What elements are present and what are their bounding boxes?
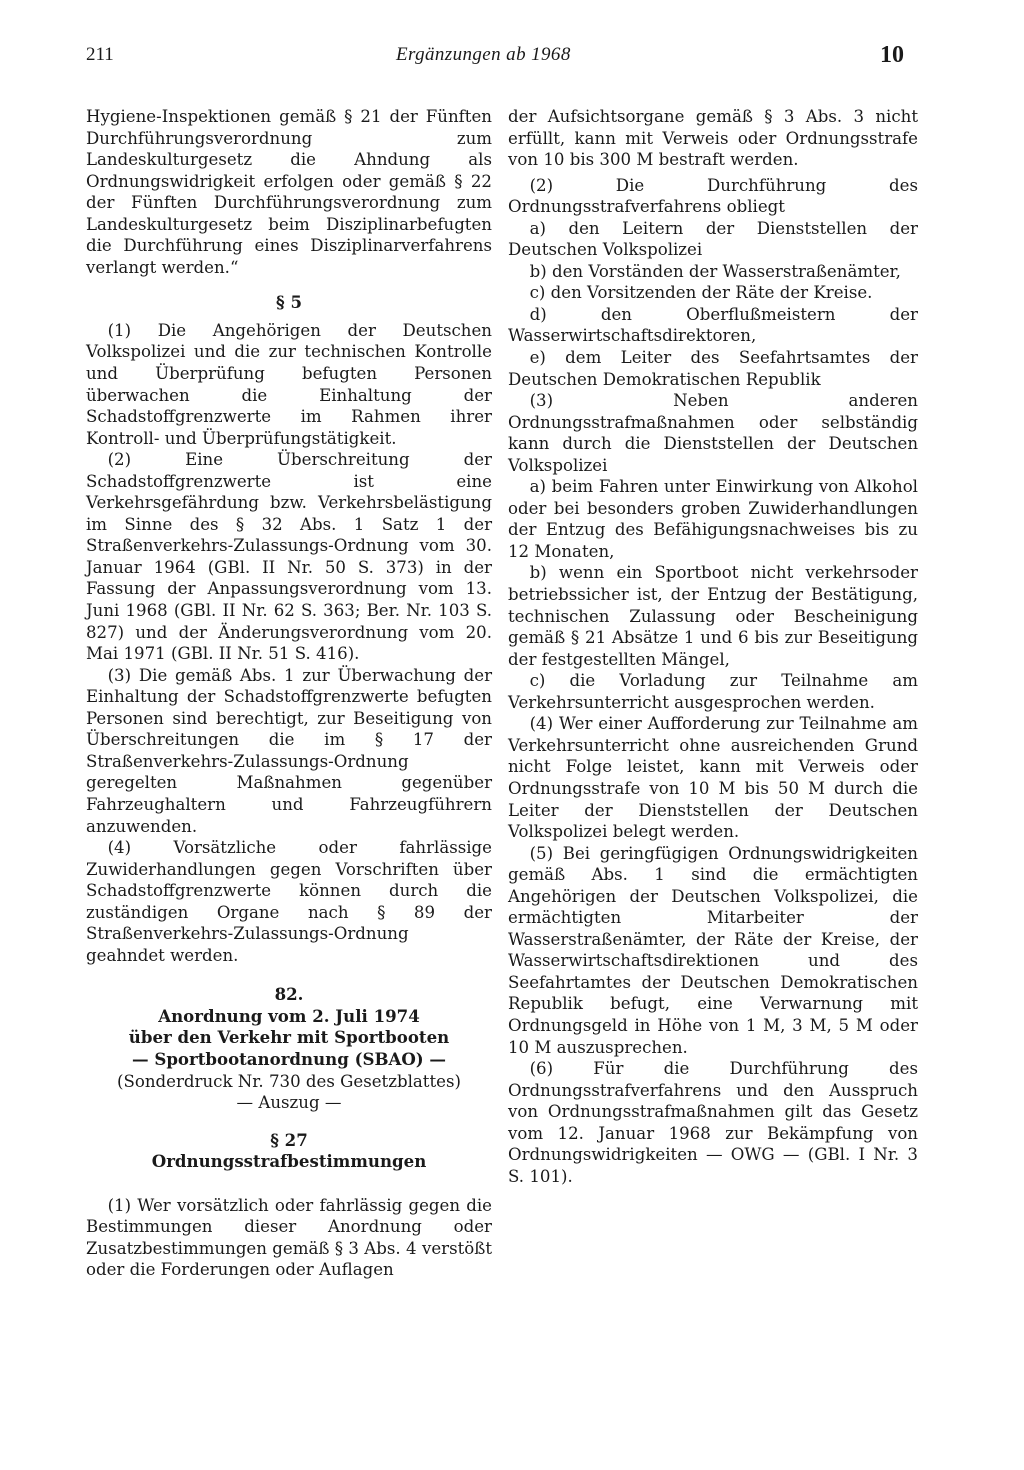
page-number: 211 <box>86 44 114 65</box>
document-excerpt-note: — Auszug — <box>236 1093 342 1113</box>
paragraph: (1) Die Angehörigen der Deutschen Volkspolizei und die zur technischen Kontrolle und Überprüfung befugten Personen überwachen die Einhaltung der Schadstoffgrenzwerte im Rahmen ihrer Kontroll- und Überprüfungstätigkeit. <box>86 320 492 448</box>
document-title-line: — Sportbootanordnung (SBAO) — <box>131 1048 447 1069</box>
section-heading: § 27 <box>270 1129 308 1150</box>
document-number: 82. <box>274 984 304 1005</box>
paragraph: (1) Wer vorsätzlich oder fahrlässig gegen die Bestimmungen dieser Anordnung oder Zusatzbestimmungen gemäß § 3 Abs. 4 verstößt oder die Forderungen oder Auflagen <box>86 1195 492 1280</box>
list-item: c) den Vorsitzenden der Räte der Kreise. <box>529 283 873 303</box>
document-title-line: über den Verkehr mit Sportbooten <box>128 1027 450 1048</box>
right-column <box>508 106 918 1187</box>
paragraph: (2) Die Durchführung des Ordnungsstrafverfahrens obliegt <box>508 175 918 217</box>
left-column <box>86 106 492 1281</box>
paragraph: (5) Bei geringfügigen Ordnungswidrigkeiten gemäß Abs. 1 sind die ermächtigten Angehörigen der Deutschen Volkspolizei, die ermächtigten Mitarbeiter der Wasserstraßenämter, der Räte der Kreise, der Wasserwirtschaftsdirektionen und des Seefahrtamtes der Deutschen Demokratischen Republik befugt, eine Verwarnung mit Ordnungsgeld in Höhe von 1 M, 3 M, 5 M oder 10 M auszusprechen. <box>508 843 918 1057</box>
paragraph: (4) Wer einer Aufforderung zur Teilnahme am Verkehrsunterricht ohne ausreichenden Grund nicht Folge leistet, kann mit Verweis oder Ordnungsstrafe von 10 M bis 50 M durch die Leiter der Dienststellen der Deutschen Volkspolizei belegt werden. <box>508 714 918 842</box>
paragraph: (3) Die gemäß Abs. 1 zur Überwachung der Einhaltung der Schadstoffgrenzwerte befugten Personen sind berechtigt, zur Beseitigung von Überschreitungen die im § 17 der Straßenverkehrs-Zulassungs-Ordnung geregelten Maßnahmen gegenüber Fahrzeughaltern und Fahrzeugführern anzuwenden. <box>86 665 492 836</box>
list-item: b) wenn ein Sportboot nicht verkehrsoder betriebssicher ist, der Entzug der Bestätigung, technischen Zulassung oder Bescheinigung gemäß § 21 Absätze 1 und 6 bis zur Beseitigung der festgestellten Mängel, <box>508 563 918 669</box>
section-heading: § 5 <box>275 292 302 313</box>
list-item: d) den Oberflußmeistern der Wasserwirtschaftsdirektoren, <box>508 304 918 346</box>
list-item: a) den Leitern der Dienststellen der Deutschen Volkspolizei <box>508 218 918 260</box>
paragraph: (6) Für die Durchführung des Ordnungsstrafverfahrens und den Ausspruch von Ordnungsstrafmaßnahmen gilt das Gesetz vom 12. Januar 1968 zur Bekämpfung von Ordnungswidrigkeiten — OWG — (GBl. I Nr. 3 S. 101). <box>508 1059 918 1186</box>
paragraph: Hygiene-Inspektionen gemäß § 21 der Fünften Durchführungsverordnung zum Landeskulturgesetz die Ahndung als Ordnungswidrigkeit erfolgen oder gemäß § 22 der Fünften Durchführungsverordnung zum Landeskulturgesetz beim Disziplinarbefugten die Durchführung eines Disziplinarverfahrens verlangt werden.“ <box>86 107 492 277</box>
paragraph: der Aufsichtsorgane gemäß § 3 Abs. 3 nicht erfüllt, kann mit Verweis oder Ordnungsstrafe von 10 bis 300 M bestraft werden. <box>508 107 918 170</box>
document-title-line: Anordnung vom 2. Juli 1974 <box>158 1005 420 1026</box>
paragraph: (4) Vorsätzliche oder fahrlässige Zuwiderhandlungen gegen Vorschriften über Schadstoffgrenzwerte können durch die zuständigen Organe nach § 89 der Straßenverkehrs-Zulassungs-Ordnung geahndet werden. <box>86 838 492 965</box>
list-item: c) die Vorladung zur Teilnahme am Verkehrsunterricht ausgesprochen werden. <box>508 671 918 712</box>
list-item: a) beim Fahren unter Einwirkung von Alkohol oder bei besonders groben Zuwiderhandlungen der Entzug des Befähigungsnachweises bis zu 12 Monaten, <box>508 477 918 561</box>
paragraph: (3) Neben anderen Ordnungsstrafmaßnahmen oder selbständig kann durch die Dienststellen der Deutschen Volkspolizei <box>508 391 918 475</box>
list-item: e) dem Leiter des Seefahrtsamtes der Deutschen Demokratischen Republik <box>508 348 918 389</box>
list-item: b) den Vorständen der Wasserstraßenämter, <box>529 261 901 281</box>
document-source: (Sonderdruck Nr. 730 des Gesetzblattes) <box>117 1071 461 1091</box>
section-number: 10 <box>880 42 904 68</box>
running-title: Ergänzungen ab 1968 <box>396 44 571 65</box>
section-title: Ordnungsstrafbestimmungen <box>151 1151 427 1172</box>
paragraph: (2) Eine Überschreitung der Schadstoffgrenzwerte ist eine Verkehrsgefährdung bzw. Verkehrsbelästigung im Sinne des § 32 Abs. 1 Satz 1 der Straßenverkehrs-Zulassungs-Ordnung vom 30. Januar 1964 (GBl. II Nr. 50 S. 373) in der Fassung der Anpassungsverordnung vom 13. Juni 1968 (GBl. II Nr. 62 S. 363; Ber. Nr. 103 S. 827) und der Änderungsverordnung vom 20. Mai 1971 (GBl. II Nr. 51 S. 416). <box>86 450 492 664</box>
